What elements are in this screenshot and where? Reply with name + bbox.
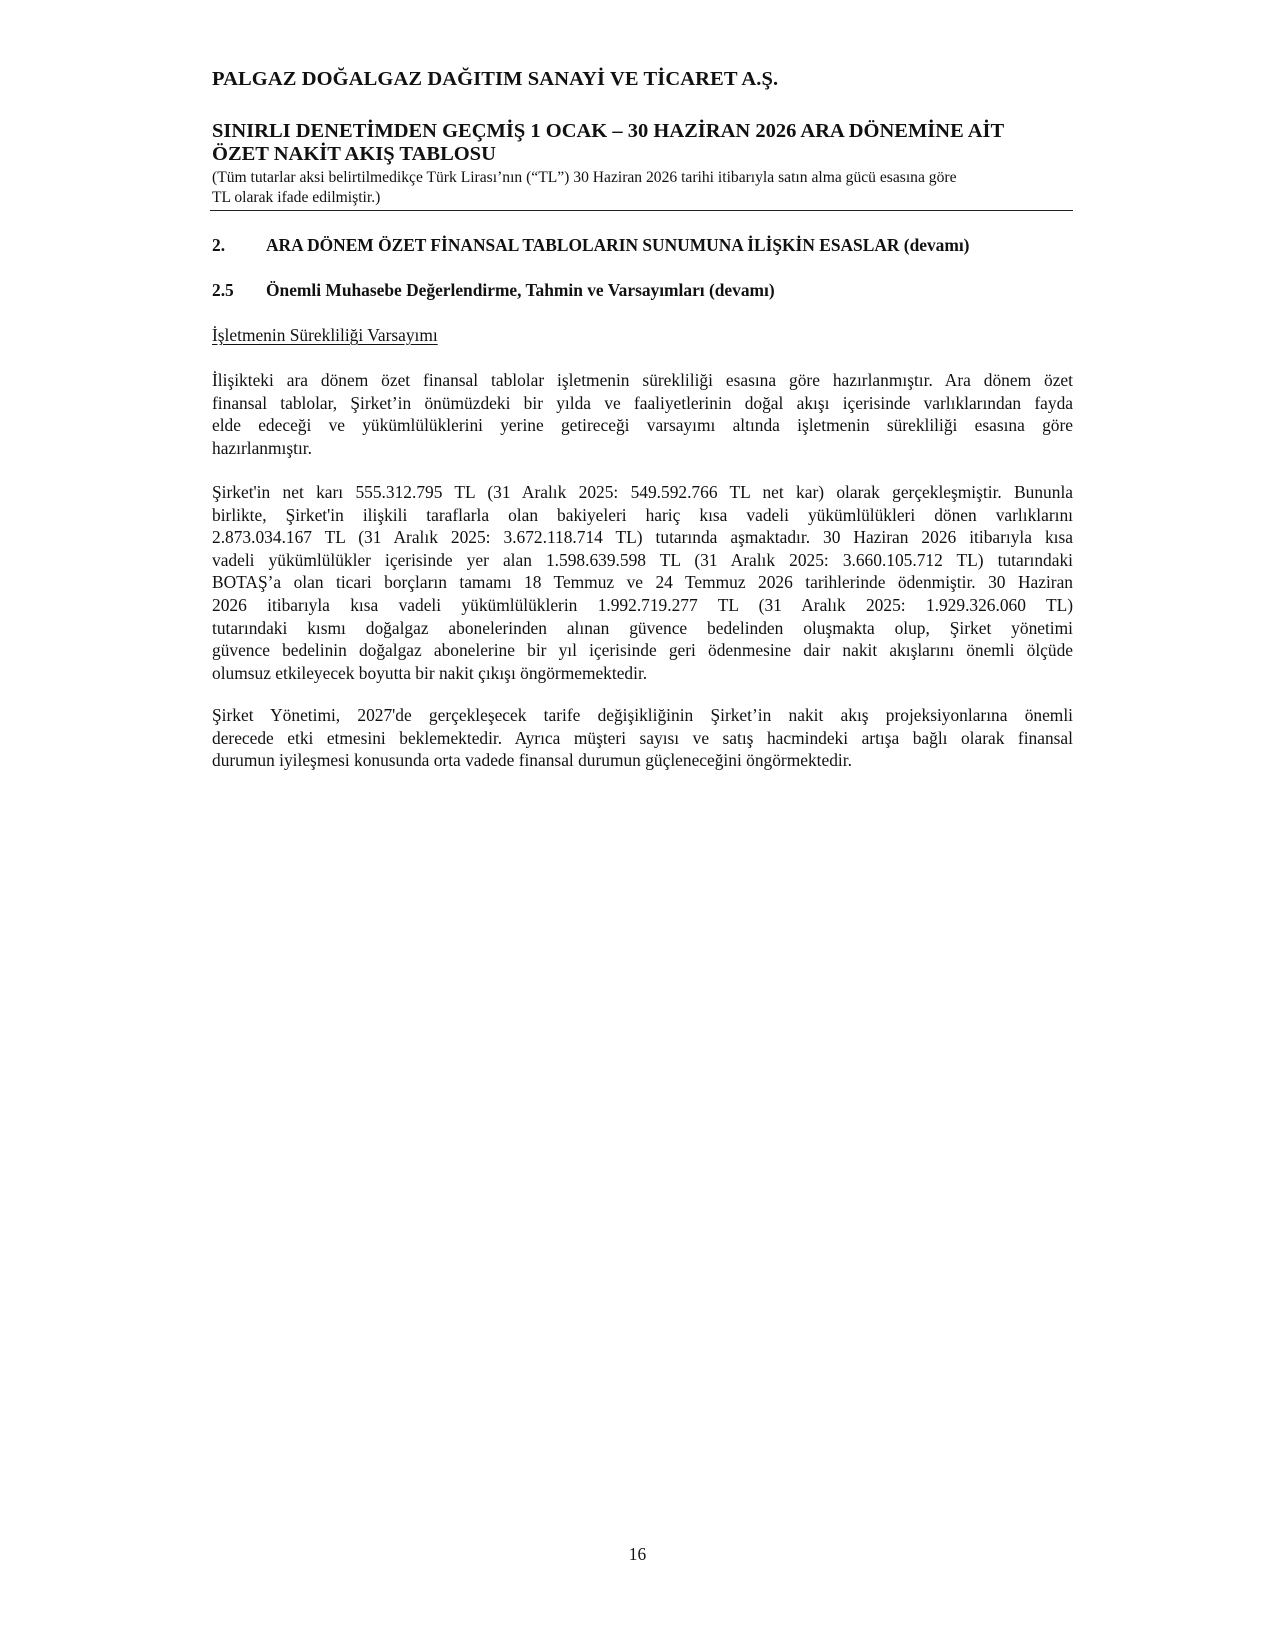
paragraph-line: İlişikteki ara dönem özet finansal tablolar işletmenin sürekliliği esasına göre hazırlanmıştır. Ara dönem özet [212, 370, 1073, 390]
paragraph [212, 481, 1073, 684]
paragraph-line: vadeli yükümlülükler içerisinde yer alan 1.598.639.598 TL (31 Aralık 2025: 3.660.105.712 TL) tutarındaki [212, 549, 1073, 570]
currency-note [212, 168, 1072, 207]
paragraph-line: Şirket'in net karı 555.312.795 TL (31 Aralık 2025: 549.592.766 TL net kar) olarak gerçekleşmiştir. Bununla [212, 482, 1073, 502]
paragraph-line: 2026 itibarıyla kısa vadeli yükümlülüklerin 1.992.719.277 TL (31 Aralık 2025: 1.929.326.060 TL) [212, 594, 1073, 615]
report-title-line: ÖZET NAKİT AKIŞ TABLOSU [212, 143, 496, 165]
paragraph-line: birlikte, Şirket'in ilişkili taraflarla olan bakiyeleri hariç kısa vadeli yükümlülükleri dönen varlıklarını [212, 504, 1073, 525]
currency-note-line: TL olarak ifade edilmiştir.) [212, 188, 381, 206]
paragraph-line: elde edeceği ve yükümlülüklerini yerine getireceği varsayımı altında işletmenin sürekliliği esasına göre [212, 415, 1073, 436]
section-title: ARA DÖNEM ÖZET FİNANSAL TABLOLARIN SUNUMUNA İLİŞKİN ESASLAR (devamı) [266, 235, 970, 255]
paragraph [212, 704, 1073, 772]
page-number: 16 [628, 1544, 647, 1564]
paragraph-line: durumun iyileşmesi konusunda orta vadede finansal durumun güçleneceğini öngörmektedir. [212, 750, 852, 771]
report-title-line: SINIRLI DENETİMDEN GEÇMİŞ 1 OCAK – 30 HAZİRAN 2026 ARA DÖNEMİNE AİT [212, 120, 1005, 142]
paragraph-line: BOTAŞ’a olan ticari borçların tamamı 18 Temmuz ve 24 Temmuz 2026 tarihlerinde ödenmiştir. 30 Haziran [212, 572, 1073, 593]
currency-note-line: (Tüm tutarlar aksi belirtilmedikçe Türk Lirası’nın (“TL”) 30 Haziran 2026 tarihi itibarıyla satın alma gücü esasına göre [212, 169, 957, 186]
paragraph-line: Şirket Yönetimi, 2027'de gerçekleşecek tarife değişikliğinin Şirket’in nakit akış projeksiyonlarına önemli [212, 705, 1073, 725]
report-title [212, 120, 1072, 166]
paragraph-line: hazırlanmıştır. [212, 437, 312, 458]
section-heading [212, 235, 969, 256]
paragraph [212, 369, 1073, 459]
paragraph-line: güvence bedelinin doğalgaz abonelerine bir yıl içerisinde geri ödenmesine dair nakit akışlarını önemli ölçüde [212, 640, 1073, 661]
section-number: 2. [212, 235, 226, 255]
subsection-title: Önemli Muhasebe Değerlendirme, Tahmin ve Varsayımları (devamı) [266, 280, 775, 300]
paragraph-line: finansal tablolar, Şirket’in önümüzdeki bir yılda ve faaliyetlerinin doğal akışı içerisinde varlıklarından fayda [212, 392, 1073, 413]
paragraph-line: 2.873.034.167 TL (31 Aralık 2025: 3.672.118.714 TL) tutarında aşmaktadır. 30 Haziran 2026 itibarıyla kısa [212, 527, 1073, 548]
subsection-number: 2.5 [212, 280, 234, 300]
paragraph-line: derecede etki etmesini beklemektedir. Ayrıca müşteri sayısı ve satış hacmindeki artışa bağlı olarak finansal [212, 727, 1073, 748]
going-concern-subtitle: İşletmenin Sürekliliği Varsayımı [212, 325, 438, 345]
paragraph-line: olumsuz etkileyecek boyutta bir nakit çıkışı öngörmemektedir. [212, 662, 648, 683]
company-name: PALGAZ DOĞALGAZ DAĞITIM SANAYİ VE TİCARET A.Ş. [212, 68, 779, 90]
paragraph-line: tutarındaki kısmı doğalgaz abonelerinden alınan güvence bedelinden oluşmakta olup, Şirket yönetimi [212, 617, 1073, 638]
header-divider [210, 210, 1073, 211]
subsection-heading [212, 280, 775, 301]
